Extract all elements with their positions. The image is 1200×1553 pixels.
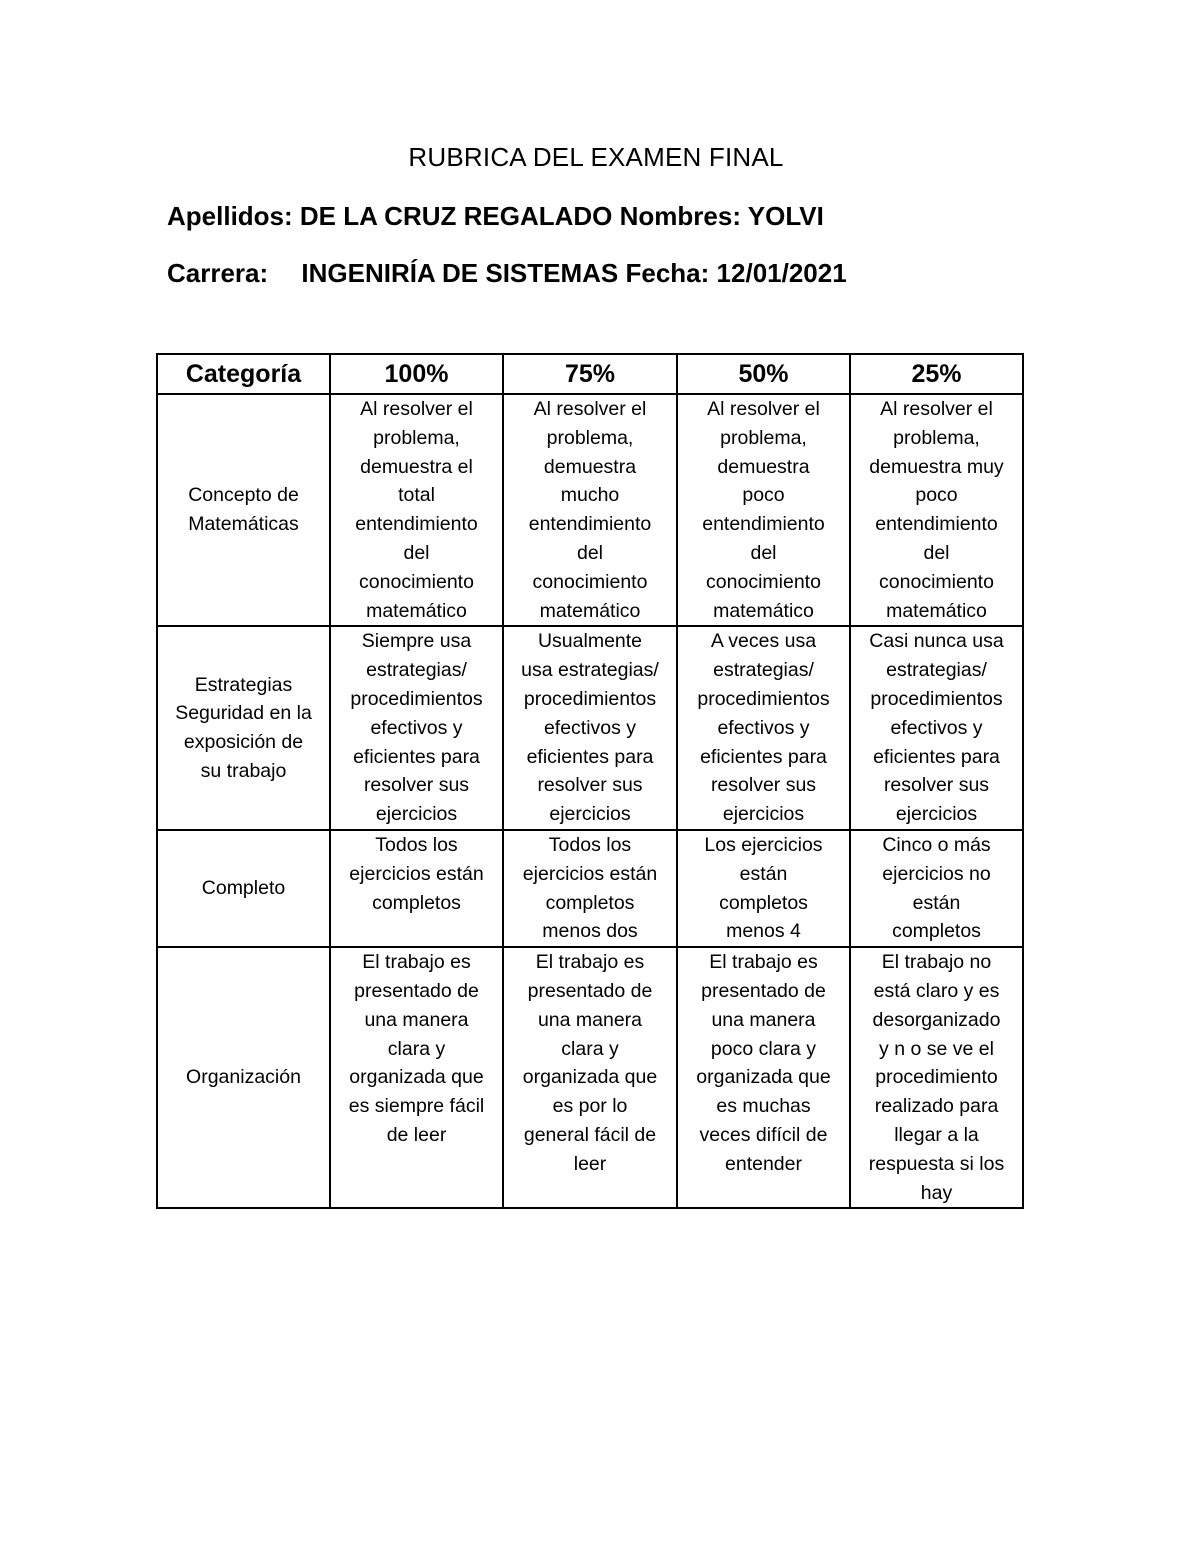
cell-line: conocimiento	[706, 570, 821, 593]
category-cell	[157, 830, 330, 947]
cell-line: Concepto de	[188, 484, 299, 507]
cell-line: ejercicios no	[882, 862, 991, 885]
table-row	[157, 830, 1023, 947]
cell-line: Al resolver el	[533, 398, 647, 420]
cell-line: realizado para	[874, 1095, 999, 1118]
cell-line: menos dos	[542, 920, 638, 943]
cell-line: del	[403, 541, 430, 564]
cell-line: y n o se ve el	[879, 1037, 994, 1060]
cell-line: del	[923, 541, 950, 564]
cell-line: problema,	[720, 426, 807, 449]
cell-line: respuesta si los	[868, 1152, 1005, 1175]
cell-line: Siempre usa	[361, 630, 472, 653]
cell-line: están	[739, 862, 788, 885]
cell-line: completos	[545, 891, 635, 914]
cell-line: efectivos y	[370, 716, 463, 739]
cell-line: llegar a la	[894, 1123, 979, 1146]
cell-line: desorganizado	[872, 1008, 1001, 1031]
fecha-label: Fecha:	[625, 258, 710, 288]
header-75: 75%	[503, 354, 677, 394]
carrera-label: Carrera:	[167, 258, 269, 288]
criteria-cell	[850, 947, 1023, 1208]
cell-line: Al resolver el	[707, 398, 820, 420]
cell-line: Todos los	[548, 833, 632, 856]
cell-line: completos	[372, 891, 461, 914]
cell-line: problema,	[546, 426, 634, 449]
cell-line: entendimiento	[528, 513, 652, 536]
cell-line: presentado de	[701, 979, 826, 1002]
cell-line: su trabajo	[200, 759, 287, 782]
cell-line: demuestra el	[360, 455, 473, 478]
cell-line: A veces usa	[710, 630, 817, 653]
cell-line: total	[398, 484, 435, 507]
cell-line: eficientes para	[700, 745, 827, 768]
cell-line: ejercicios están	[522, 862, 658, 885]
criteria-cell	[677, 394, 850, 626]
criteria-cell	[503, 626, 677, 830]
cell-line: El trabajo es	[535, 951, 645, 974]
cell-line: Cinco o más	[882, 833, 991, 856]
cell-line: resolver sus	[883, 774, 990, 797]
rubric-table	[156, 353, 1024, 1209]
cell-line: demuestra muy	[869, 455, 1004, 478]
criteria-cell	[850, 394, 1023, 626]
cell-line: Al resolver el	[880, 398, 993, 420]
cell-line: están	[912, 891, 961, 914]
cell-line: Completo	[201, 877, 286, 900]
cell-line: exposición de	[183, 731, 304, 754]
cell-line: estrategias/	[713, 659, 814, 682]
cell-line: presentado de	[354, 979, 479, 1002]
cell-line: de leer	[386, 1123, 447, 1146]
category-cell	[157, 394, 330, 626]
criteria-cell	[330, 947, 503, 1208]
criteria-cell	[330, 830, 503, 947]
criteria-cell	[503, 830, 677, 947]
cell-line: del	[750, 541, 777, 564]
criteria-cell	[330, 394, 503, 626]
cell-line: procedimientos	[523, 687, 657, 710]
cell-line: una manera	[537, 1008, 643, 1031]
cell-line: organizada que	[349, 1066, 484, 1089]
cell-line: matemático	[539, 599, 641, 622]
cell-line: procedimientos	[350, 687, 483, 710]
apellidos-value: DE LA CRUZ REGALADO	[299, 201, 613, 231]
cell-line: procedimiento	[875, 1066, 998, 1089]
cell-line: procedimientos	[870, 687, 1003, 710]
header-50: 50%	[677, 354, 850, 394]
cell-line: clara y	[561, 1037, 619, 1060]
cell-line: del	[576, 541, 604, 564]
cell-line: una manera	[364, 1008, 469, 1031]
table-row	[157, 626, 1023, 830]
names-line	[167, 201, 824, 232]
cell-line: Seguridad en la	[175, 702, 312, 725]
criteria-cell	[503, 394, 677, 626]
cell-line: poco	[915, 484, 958, 507]
criteria-cell	[677, 626, 850, 830]
cell-line: resolver sus	[537, 774, 643, 797]
cell-line: completos	[892, 920, 981, 943]
carrera-value: INGENIRÍA DE SISTEMAS	[301, 258, 619, 288]
cell-line: usa estrategias/	[521, 659, 659, 682]
table-row	[157, 394, 1023, 626]
cell-line: conocimiento	[879, 570, 994, 593]
cell-line: conocimiento	[359, 570, 474, 593]
cell-line: procedimientos	[697, 687, 830, 710]
cell-line: Los ejercicios	[704, 833, 823, 856]
criteria-cell	[677, 947, 850, 1208]
cell-line: ejercicios están	[349, 862, 484, 885]
header-100: 100%	[330, 354, 503, 394]
cell-line: general fácil de	[523, 1123, 657, 1146]
cell-line: estrategias/	[366, 659, 467, 682]
cell-line: eficientes para	[526, 745, 654, 768]
cell-line: leer	[573, 1152, 607, 1175]
cell-line: resolver sus	[710, 774, 817, 797]
cell-line: ejercicios	[375, 803, 458, 826]
cell-line: organizada que	[522, 1066, 658, 1089]
document-title: RUBRICA DEL EXAMEN FINAL	[408, 142, 784, 172]
cell-line: eficientes para	[353, 745, 480, 768]
cell-line: menos 4	[726, 920, 801, 943]
cell-line: problema,	[373, 426, 460, 449]
cell-line: Estrategias	[194, 673, 293, 696]
cell-line: ejercicios	[895, 803, 978, 826]
cell-line: efectivos y	[890, 716, 983, 739]
cell-line: matemático	[713, 599, 814, 622]
cell-line: problema,	[893, 426, 980, 449]
cell-line: El trabajo es	[709, 951, 818, 974]
cell-line: El trabajo no	[881, 951, 992, 974]
cell-line: organizada que	[696, 1066, 831, 1089]
criteria-cell	[330, 626, 503, 830]
cell-line: entendimiento	[702, 513, 825, 536]
criteria-cell	[503, 947, 677, 1208]
cell-line: está claro y es	[873, 979, 1000, 1002]
fecha-value: 12/01/2021	[716, 258, 847, 288]
cell-line: mucho	[560, 484, 620, 507]
apellidos-label: Apellidos:	[167, 201, 293, 231]
cell-line: Al resolver el	[360, 398, 473, 420]
table-row	[157, 947, 1023, 1208]
cell-line: es muchas	[716, 1095, 811, 1118]
cell-line: poco	[742, 484, 785, 507]
cell-line: matemático	[366, 599, 467, 622]
criteria-cell	[850, 830, 1023, 947]
cell-line: resolver sus	[363, 774, 470, 797]
cell-line: efectivos y	[543, 716, 637, 739]
cell-line: Organización	[186, 1066, 301, 1089]
cell-line: entendimiento	[355, 513, 478, 536]
criteria-cell	[677, 830, 850, 947]
cell-line: Todos los	[375, 833, 458, 856]
header-25: 25%	[850, 354, 1023, 394]
table-header-row	[157, 354, 1023, 394]
cell-line: eficientes para	[873, 745, 1000, 768]
cell-line: demuestra	[543, 455, 637, 478]
category-cell	[157, 626, 330, 830]
cell-line: presentado de	[527, 979, 653, 1002]
category-cell	[157, 947, 330, 1208]
career-line	[167, 258, 847, 289]
cell-line: entendimiento	[875, 513, 998, 536]
criteria-cell	[850, 626, 1023, 830]
cell-line: matemático	[886, 599, 987, 622]
nombres-value: YOLVI	[747, 201, 824, 231]
cell-line: El trabajo es	[362, 951, 471, 974]
cell-line: Matemáticas	[188, 513, 299, 536]
header-category: Categoría	[157, 354, 330, 394]
cell-line: clara y	[387, 1037, 446, 1060]
nombres-label: Nombres:	[619, 201, 741, 231]
cell-line: Casi nunca usa	[869, 630, 1004, 653]
cell-line: es siempre fácil	[348, 1095, 485, 1118]
cell-line: Usualmente	[537, 630, 643, 653]
cell-line: ejercicios	[549, 803, 631, 826]
cell-line: entender	[725, 1152, 802, 1175]
cell-line: es por lo	[552, 1095, 628, 1118]
cell-line: completos	[719, 891, 808, 914]
cell-line: poco clara y	[710, 1037, 817, 1060]
cell-line: veces difícil de	[699, 1123, 828, 1146]
cell-line: hay	[920, 1181, 953, 1204]
cell-line: demuestra	[717, 455, 810, 478]
cell-line: estrategias/	[886, 659, 987, 682]
cell-line: conocimiento	[532, 570, 648, 593]
cell-line: una manera	[711, 1008, 816, 1031]
cell-line: ejercicios	[722, 803, 805, 826]
cell-line: efectivos y	[717, 716, 810, 739]
